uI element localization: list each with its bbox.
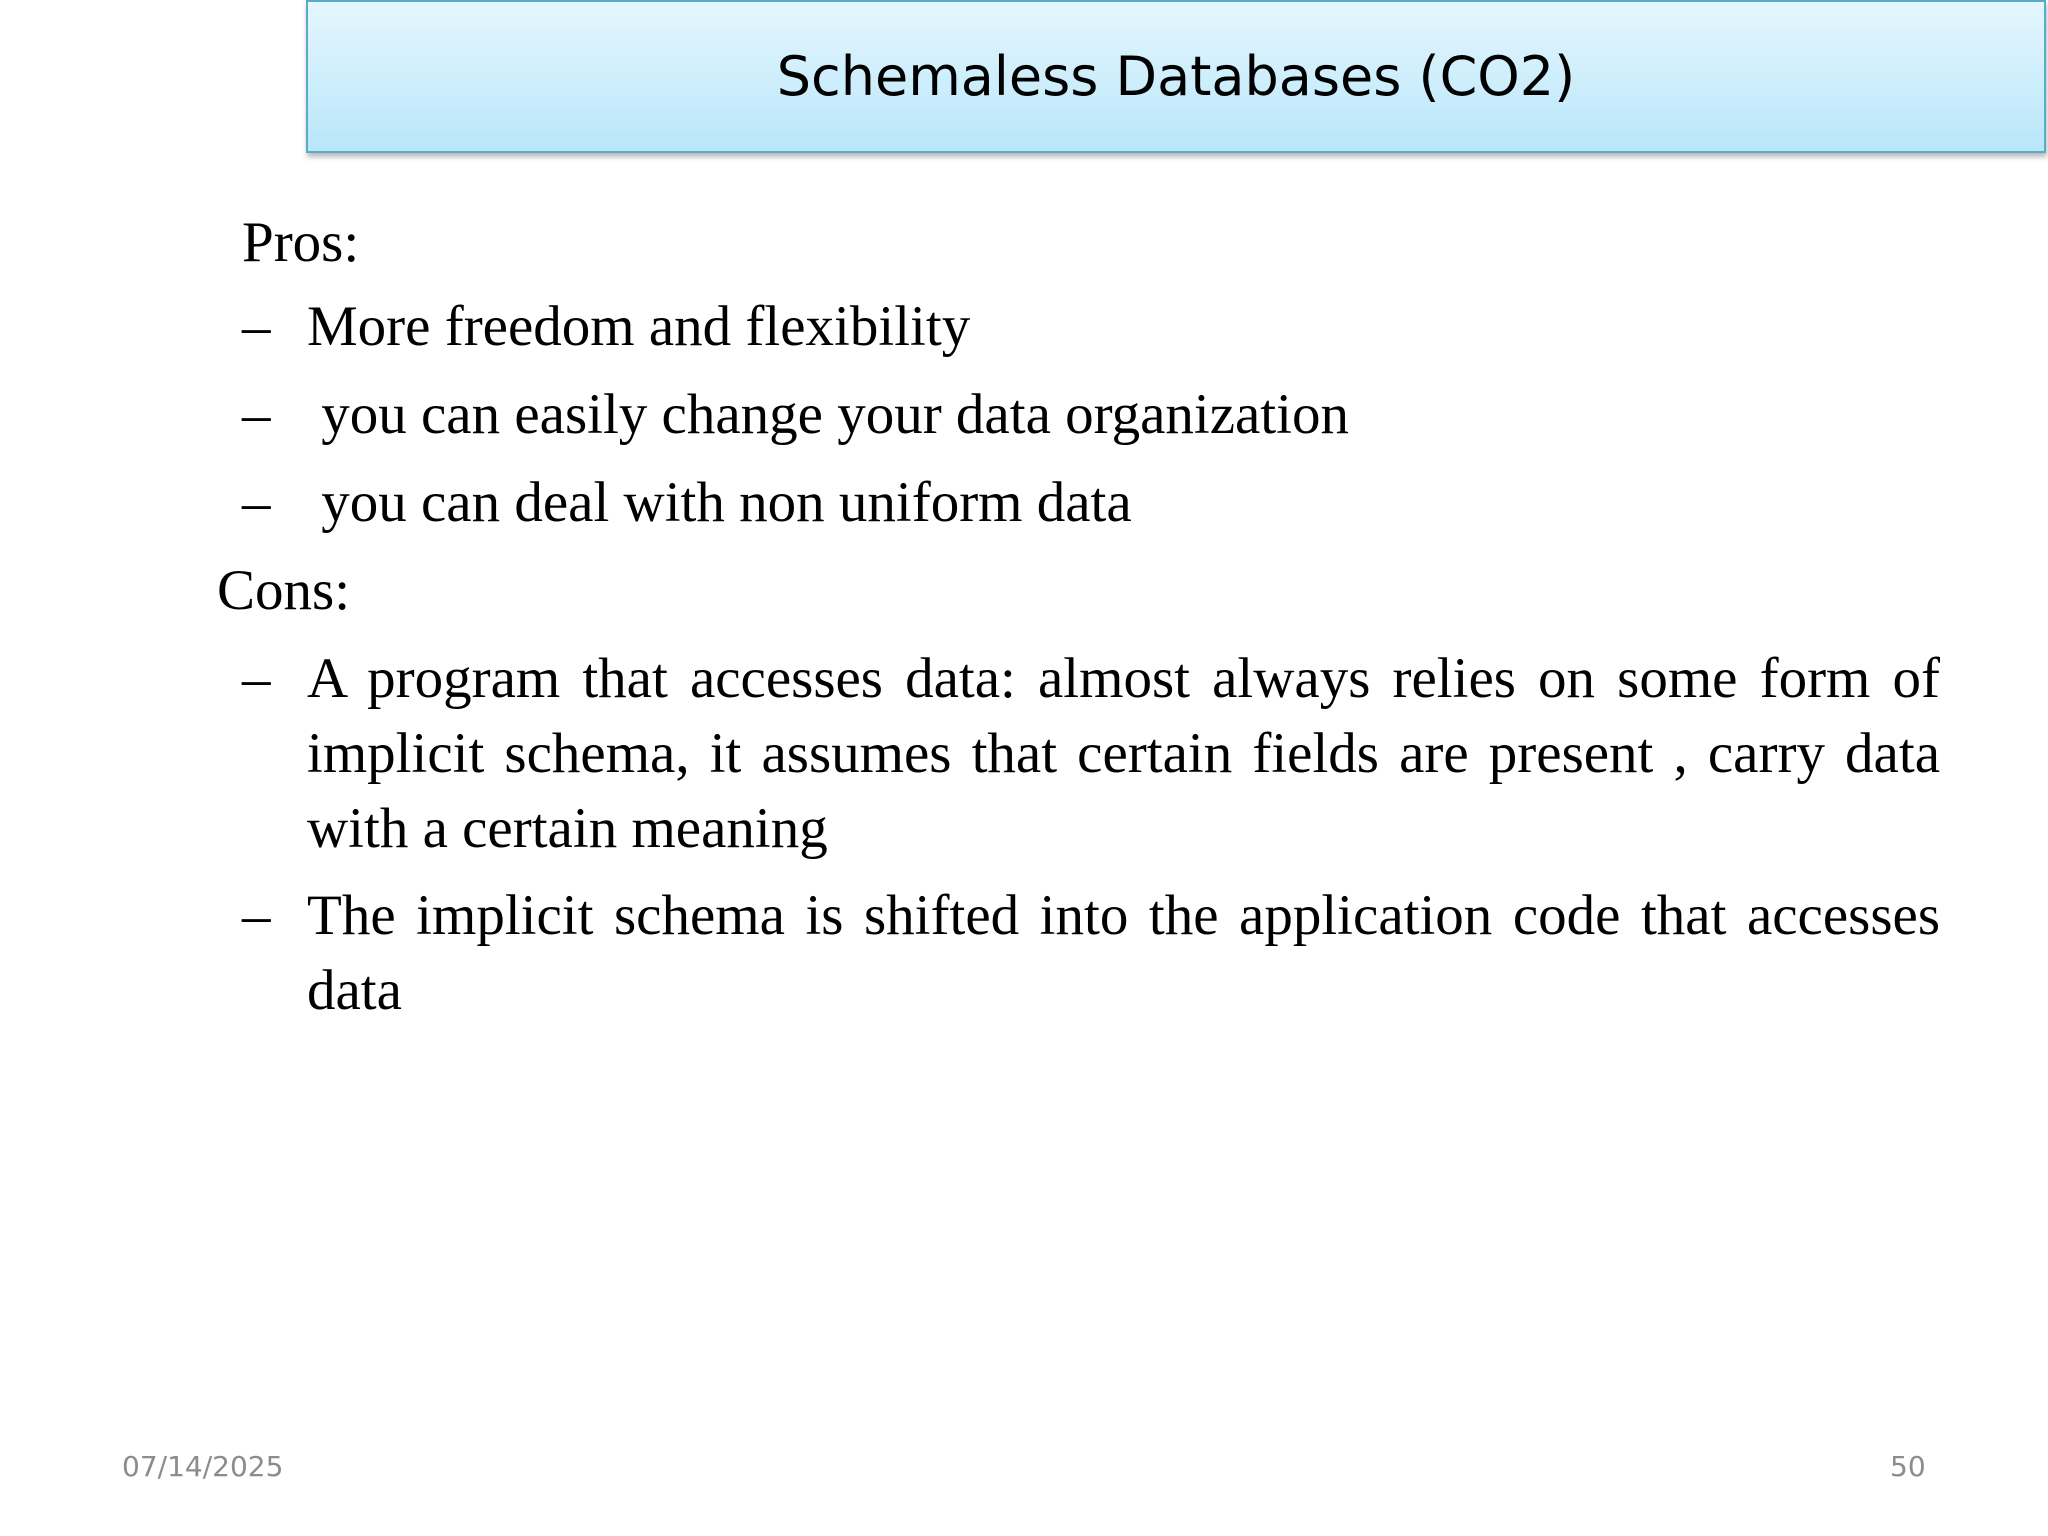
pros-heading: Pros: bbox=[242, 211, 360, 274]
cons-item-2 bbox=[242, 878, 1940, 1028]
footer-page-number: 50 bbox=[1890, 1450, 1926, 1483]
pros-item-3-text: you can deal with non uniform data bbox=[307, 471, 1132, 534]
cons-item-1 bbox=[242, 641, 1940, 866]
bullet-dash: – bbox=[242, 647, 271, 710]
cons-item-2-text: The implicit schema is shifted into the application code that accesses data bbox=[307, 884, 1940, 1022]
cons-heading: Cons: bbox=[217, 559, 351, 622]
title-box bbox=[306, 0, 2046, 153]
cons-item-1-text: A program that accesses data: almost always relies on some form of implicit schema, it assumes that certain fields are present , carry data with a certain meaning bbox=[307, 647, 1940, 860]
pros-item-1-text: More freedom and flexibility bbox=[307, 295, 971, 358]
pros-item-1 bbox=[242, 289, 1940, 364]
footer-date: 07/14/2025 bbox=[122, 1450, 284, 1483]
bullet-dash: – bbox=[242, 295, 271, 358]
pros-item-3 bbox=[242, 465, 1940, 540]
pros-item-2-text: you can easily change your data organization bbox=[307, 383, 1349, 446]
bullet-dash: – bbox=[242, 383, 271, 446]
slide-title: Schemaless Databases (CO2) bbox=[776, 45, 1576, 108]
bullet-dash: – bbox=[242, 471, 271, 534]
pros-item-2 bbox=[242, 377, 1940, 452]
bullet-dash: – bbox=[242, 884, 271, 947]
